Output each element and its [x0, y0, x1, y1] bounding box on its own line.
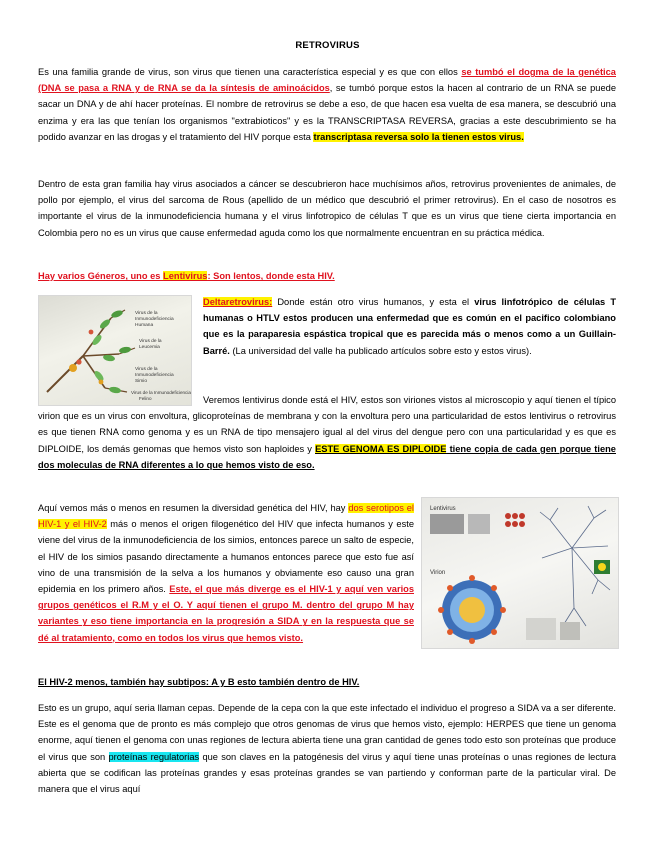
highlight-text: ESTE GENOMA ES DIPLOIDE	[315, 443, 447, 454]
bold-text: virus linfotrópico de células T humanas o HTLV estos producen una enfermedad que es común en el pacifico colombiano que es la paraparesia espástica tropical que es parecida más o menos como a un Guillain-Barré.	[203, 297, 616, 356]
heading-genera	[38, 268, 616, 284]
phylogeny-slide-image	[38, 295, 192, 406]
figure-label: Humana	[135, 323, 154, 328]
paragraph-lentivirus	[38, 392, 616, 473]
figure-label: Virus de la	[139, 339, 162, 344]
paragraph-hiv-diversity	[38, 500, 414, 646]
heading-hiv2: El HIV-2 menos, también hay subtipos: A y B esto también dentro de HIV.	[38, 677, 360, 687]
red-emphasis: Este, el que más diverge es el HIV-1 y aquí ven varios grupos genéticos el R.M y el O. Y aquí tienen el grupo M. dentro del grupo M hay variantes y eso tiene importancia en la progresión a SIDA y en la respuesta que se dé al tratamiento, como en todos los virus que hemos visto.	[38, 584, 414, 643]
figure-label: Virus de la	[135, 367, 158, 372]
highlight-text: transcriptasa reversa solo la tienen estos virus.	[313, 131, 524, 142]
highlight-text: dos serotipos el HIV-1 y el HIV-2	[38, 503, 414, 530]
text-run: Hay varios Géneros, uno es	[38, 271, 164, 281]
text-run: que son claves en la patogénesis del virus y aquí tiene unas proteínas o unas regiones de lectura abierta que se codifican las proteínas grandes y esas proteínas grandes se van partiendo y conforman parte de la particular viral. De manera que el virus aquí	[38, 751, 616, 795]
highlight-text: Lentivirus	[163, 271, 208, 281]
paragraph-intro	[38, 64, 616, 145]
paragraph-deltaretrovirus	[203, 294, 616, 359]
figure-label: Virus de la	[135, 311, 158, 316]
text-run: Esto es un grupo, aquí seria llaman cepas. Depende de la cepa con la que este infectado el individuo el progreso a SIDA va a ser diferente. Este es el genoma que de pronto es más complejo que otros genomas de virus que hemos visto, ejemplo: HERPES que tiene un genoma enorme, aquí tienen el genoma con unas regiones de lectura abierta tiene una gran cantidad de genes todo esto son proteínas que produce el virus que son	[38, 703, 616, 762]
figure-label: Lentivirus	[430, 506, 456, 512]
text-run: Es una familia grande de virus, son virus que tienen una característica especial y es que con ellos	[38, 67, 462, 77]
red-emphasis: se tumbó el dogma de la genética (DNA se pasa a RNA y de RNA se da la síntesis de aminoácidos	[38, 67, 616, 94]
text-run: , se tumbó porque estos la hacen al contrario de un RNA se puede sacar un DNA y de ahí hacer proteínas. El nombre de retrovirus se debe a eso, de que hacen esa vuelta de esa manera, se descubrió una enzima y era las que tenían los organismos "extrabioticos" y es la TRANSCRIPTASA REVERSA, gracias a este descubrimiento se ha podido avanzar en las drogas y el tratamiento del HIV porque esta	[38, 83, 616, 142]
text-run: Aquí vemos más o menos en resumen la diversidad genética del HIV, hay	[38, 503, 349, 513]
page-title: RETROVIRUS	[295, 40, 360, 51]
text-run: más o menos el origen filogenético del HIV que infecta humanos y este viene del virus de la inmunodeficiencia de los simios, entonces parece un salto de especie, el HIV de los simios pasando directamente a humanos entonces parece que esto fue así vino de una transmisión de la selva a los humanos y obviamente eso causo una gran epidemia en los primero años.	[38, 519, 414, 595]
bold-text: tiene copia de cada gen porque tiene dos moleculas de RNA diferentes a lo que hemos visto de eso.	[38, 443, 616, 470]
highlight-text: Deltaretrovirus:	[203, 297, 273, 307]
text-run: Donde están otro virus humanos, y esta el	[272, 297, 475, 307]
figure-label: Felino	[139, 396, 152, 401]
text-run: : Son lentos, donde esta HIV.	[207, 271, 335, 281]
hiv-diversity-slide-image	[421, 497, 619, 649]
cyan-highlight-text: proteínas regulatorias	[108, 751, 200, 762]
paragraph-cancer-viruses: Dentro de esta gran familia hay virus asociados a cáncer se descubrieron hace muchísimos años, retrovirus provenientes de animales, de pollo por ejemplo, el virus del sarcoma de Rous (apellido de un médico que descubrió el primer retrovirus). En el caso de nosotros es importante el virus de la inmunodeficiencia humana y el virus linfotropico de células T que es un virus que tiene cierta importancia en Colombia pero no es un virus que cause enfermedad aguda como los que normalmente encuentran en su práctica médica.	[38, 179, 616, 238]
tree-diagram	[39, 296, 191, 405]
virion-diagram	[422, 498, 618, 648]
text-run: Veremos lentivirus donde está el HIV, estos son viriones vistos al microscopio y aquí tienen el típico virion que es un virus con envoltura, glicoproteínas de membrana y con la envoltura pero una particularidad de estos lentivirus o retrovirus es que tienen RNA como genoma y es un RNA de tipo mensajero igual al del virus del dengue pero con una particularidad y es que es DIPLOIDE, los demás genomas que hemos visto son haploides y	[38, 395, 616, 454]
figure-label: Virion	[430, 570, 446, 576]
text-run: (La universidad del valle ha publicado artículos sobre esto y estos virus).	[229, 345, 532, 356]
figure-label: Leucemia	[139, 345, 160, 350]
figure-label: Inmunodeficiencia	[135, 317, 174, 322]
figure-label: Simio	[135, 379, 147, 384]
figure-label: Inmunodeficiencia	[135, 373, 174, 378]
paragraph-genome	[38, 700, 616, 797]
figure-label: Virus de la Inmunodeficiencia	[131, 390, 191, 395]
